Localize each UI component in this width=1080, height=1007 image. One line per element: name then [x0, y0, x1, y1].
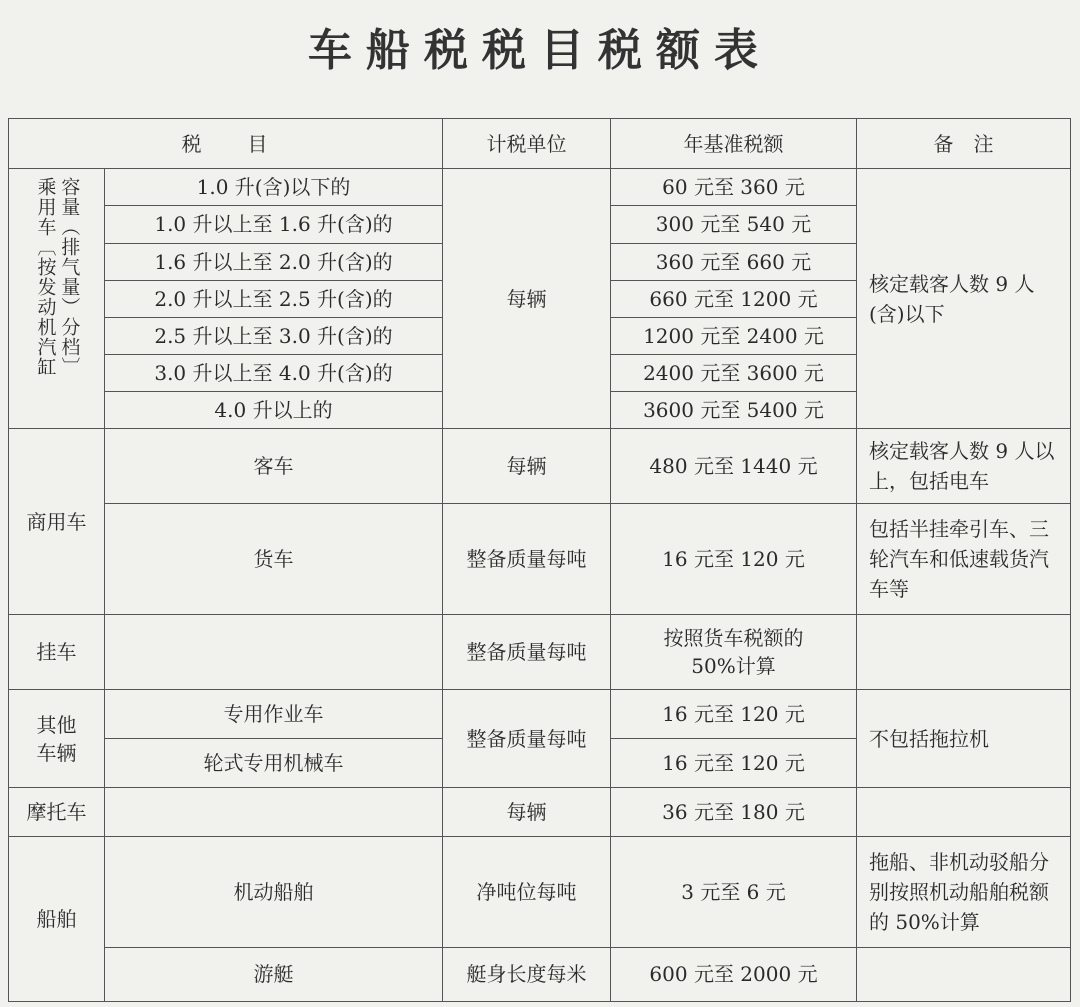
other-amount: 16 元至 120 元: [611, 738, 857, 787]
other-note: 不包括拖拉机: [857, 690, 1071, 787]
yacht-unit: 艇身长度每米: [443, 947, 611, 1001]
table-row: [9, 503, 1071, 615]
table-row: [9, 947, 1071, 1001]
other-amount: 16 元至 120 元: [611, 690, 857, 738]
trailer-note: [857, 615, 1071, 690]
motorcycle-amount: 36 元至 180 元: [611, 787, 857, 836]
other-unit: 整备质量每吨: [443, 690, 611, 787]
page-title: 车船税税目税额表: [308, 25, 772, 76]
header-amount: 年基准税额: [611, 119, 857, 169]
table-row: [9, 690, 1071, 738]
trailer-item: [105, 615, 443, 690]
yacht-amount: 600 元至 2000 元: [611, 947, 857, 1001]
passenger-item: 1.6 升以上至 2.0 升(含)的: [105, 243, 443, 280]
truck-item: 货车: [105, 503, 443, 615]
passenger-category-line1: 乘用车〔按发动机汽缸: [34, 176, 57, 377]
motorcycle-note: [857, 787, 1071, 836]
trailer-unit: 整备质量每吨: [443, 615, 611, 690]
other-item: 专用作业车: [105, 690, 443, 738]
truck-note: 包括半挂牵引车、三轮汽车和低速载货汽车等: [857, 503, 1071, 615]
truck-unit: 整备质量每吨: [443, 503, 611, 615]
header-note: 备 注: [857, 119, 1071, 169]
passenger-item: 3.0 升以上至 4.0 升(含)的: [105, 355, 443, 392]
passenger-category-cell: [9, 169, 105, 429]
other-category: 其他车辆: [36, 712, 77, 765]
ship-motor-unit: 净吨位每吨: [443, 837, 611, 948]
table-row: [9, 429, 1071, 503]
passenger-amount: 660 元至 1200 元: [611, 280, 857, 317]
ship-motor-item: 机动船舶: [105, 837, 443, 948]
ship-category: 船舶: [9, 837, 105, 1002]
trailer-amount-cell: [611, 615, 857, 690]
passenger-item: 2.5 升以上至 3.0 升(含)的: [105, 317, 443, 354]
other-category-cell: [9, 690, 105, 787]
motorcycle-unit: 每辆: [443, 787, 611, 836]
header-row: [9, 119, 1071, 169]
passenger-item: 1.0 升(含)以下的: [105, 169, 443, 206]
passenger-amount: 360 元至 660 元: [611, 243, 857, 280]
yacht-note: [857, 947, 1071, 1001]
header-item: 税 目: [9, 119, 443, 169]
ship-motor-amount: 3 元至 6 元: [611, 837, 857, 948]
ship-motor-note: 拖船、非机动驳船分别按照机动船舶税额的 50%计算: [857, 837, 1071, 948]
passenger-amount: 60 元至 360 元: [611, 169, 857, 206]
table-row: [9, 837, 1071, 948]
passenger-item: 2.0 升以上至 2.5 升(含)的: [105, 280, 443, 317]
trailer-amount: 按照货车税额的 50%计算: [663, 626, 804, 679]
table-row: [9, 169, 1071, 206]
passenger-amount: 1200 元至 2400 元: [611, 317, 857, 354]
passenger-item: 4.0 升以上的: [105, 392, 443, 429]
motorcycle-category: 摩托车: [9, 787, 105, 836]
passenger-note: 核定载客人数 9 人(含)以下: [857, 169, 1071, 429]
bus-unit: 每辆: [443, 429, 611, 503]
bus-item: 客车: [105, 429, 443, 503]
passenger-category-line2: 容量（排气量）分档〕: [58, 176, 81, 377]
header-unit: 计税单位: [443, 119, 611, 169]
motorcycle-item: [105, 787, 443, 836]
other-item: 轮式专用机械车: [105, 738, 443, 787]
passenger-amount: 300 元至 540 元: [611, 206, 857, 243]
passenger-unit: 每辆: [443, 169, 611, 429]
passenger-amount: 3600 元至 5400 元: [611, 392, 857, 429]
bus-amount: 480 元至 1440 元: [611, 429, 857, 503]
table-row: [9, 787, 1071, 836]
passenger-item: 1.0 升以上至 1.6 升(含)的: [105, 206, 443, 243]
tax-table: [8, 118, 1071, 1002]
table-row: [9, 615, 1071, 690]
truck-amount: 16 元至 120 元: [611, 503, 857, 615]
commercial-category: 商用车: [9, 429, 105, 615]
passenger-amount: 2400 元至 3600 元: [611, 355, 857, 392]
bus-note: 核定载客人数 9 人以上，包括电车: [857, 429, 1071, 503]
trailer-category: 挂车: [9, 615, 105, 690]
yacht-item: 游艇: [105, 947, 443, 1001]
